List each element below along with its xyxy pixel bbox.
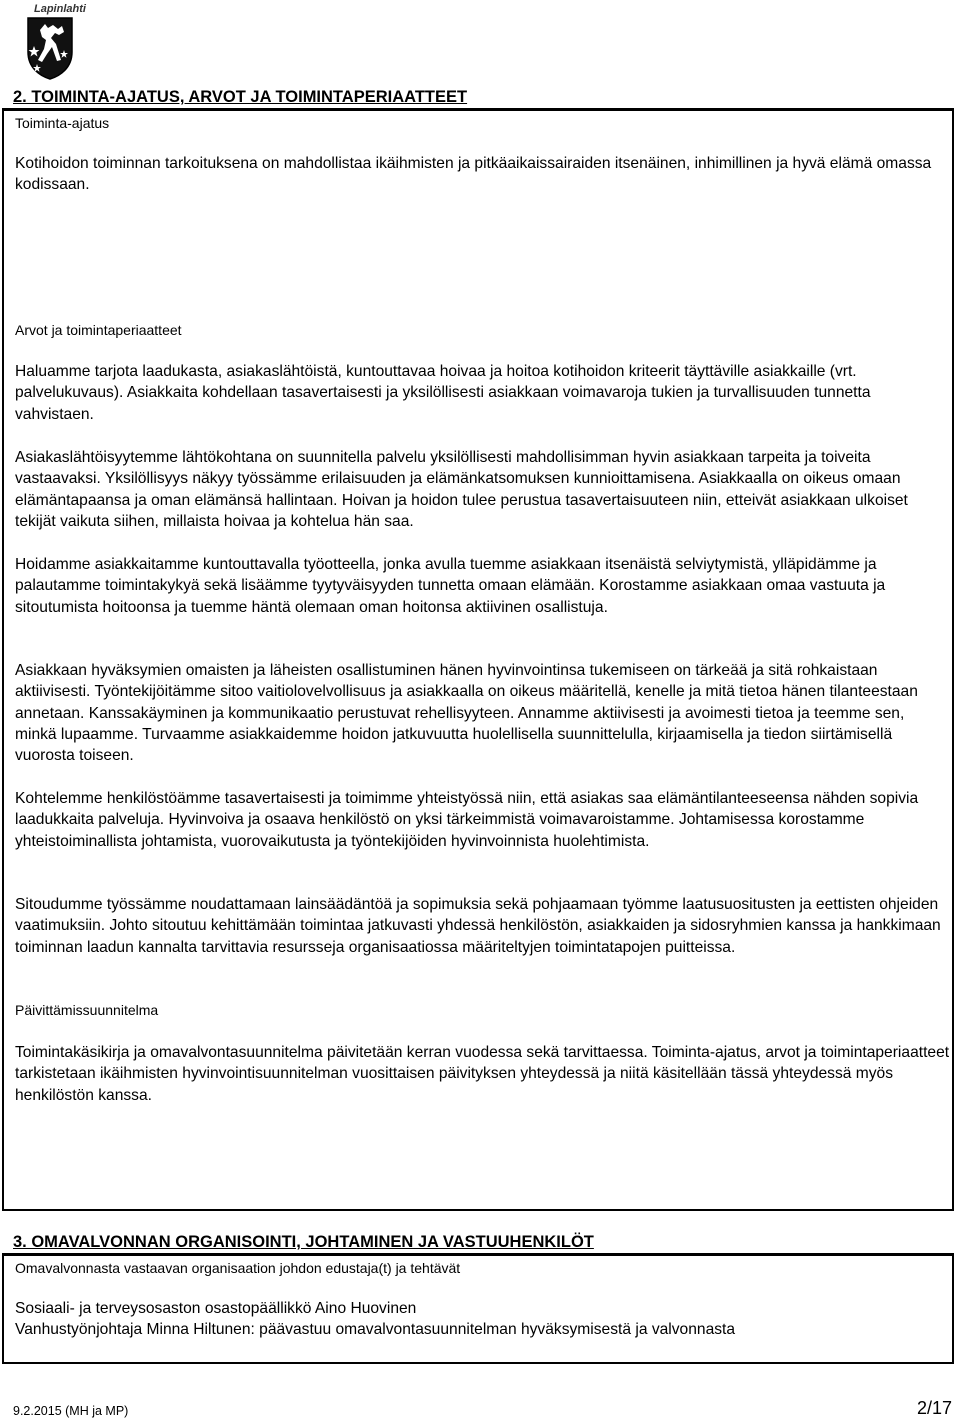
responsible-persons xyxy=(15,1298,950,1341)
values-text: Asiakaslähtöisyytemme lähtökohtana on suunnitella palvelu yksilöllisesti mahdollisimman hyvin asiakkaan tarpeita ja toiveita vastaavaksi. Yksilöllisyys näkyy työssämme erilaisuuden ja elämänkatsomuksen kunnioittamisena. Asiakkaalla on oikeus omaan elämäntapaansa ja oman elämänsä hallintaan. Hoivan ja hoidon tulee perustua tasavertaisuuteen niin, etteivät asiakkaan ulkoiset tekijät vaikuta siihen, millaista hoivaa ja kohtelua hän saa. xyxy=(15,449,908,530)
values-text: Kohtelemme henkilöstöämme tasavertaisesti ja toimimme yhteistyössä niin, että asiakas saa elämäntilanteeseensa nähden sopivia laadukkaita palveluja. Hyvinvoiva ja osaava henkilöstö on yksi tärkeimmistä voimavaroistamme. Johtamisessa korostamme yhteistoiminallista johtamista, vuorovaikutusta ja työntekijöiden hyvinvoinnista huolehtimista. xyxy=(15,790,919,850)
values-paragraph-2 xyxy=(15,447,950,532)
values-text: Sitoudumme työssämme noudattamaan lainsäädäntöä ja sopimuksia sekä pohjaamaan työmme laatusuositusten ja eettisten ohjeiden vaatimuksiin. Johto sitoutuu kehittämään toimintaa jatkuvasti yhdessä henkilöstön, asiakkaiden ja sidosryhmien kanssa ja hankkimaan toiminnan laadun kannalta tarvittavia resursseja organisaatiossa määriteltyjen toimintatapojen puitteissa. xyxy=(15,896,941,956)
values-text: Hoidamme asiakkaitamme kuntouttavalla työotteella, jonka avulla tuemme asiakkaan itsenäistä selviytymistä, ylläpidämme ja palautamme toimintakykyä sekä lisäämme tyytyväisyyden tunnetta omaan elämään. Korostamme asiakkaan omaa vastuuta ja sitoutumista hoitoonsa ja tuemme häntä olemaan oman hoitonsa aktiivinen osallistuja. xyxy=(15,556,886,616)
values-text: Haluamme tarjota laadukasta, asiakaslähtöistä, kuntouttavaa hoivaa ja hoitoa kotihoidon kriteerit täyttäville asiakkaille (vrt. palvelukuvaus). Asiakkaita kohdellaan tasavertaisesti ja yksilöllisesti asiakkaan voimavaroja tukien ja turvallisuuden tunnetta vahvistaen. xyxy=(15,363,871,423)
municipality-logo xyxy=(26,0,96,82)
values-paragraph-3 xyxy=(15,554,950,618)
coat-of-arms-icon xyxy=(26,16,74,80)
section-3-title: 3. OMAVALVONNAN ORGANISOINTI, JOHTAMINEN JA VASTUUHENKILÖT xyxy=(13,1233,594,1251)
values-label: Arvot ja toimintaperiaatteet xyxy=(15,322,182,338)
footer-date: 9.2.2015 (MH ja MP) xyxy=(13,1404,129,1418)
responsible-person-line: Sosiaali- ja terveysosaston osastopäällikkö Aino Huovinen xyxy=(15,1300,417,1317)
update-text xyxy=(15,1042,950,1106)
organisation-label: Omavalvonnasta vastaavan organisaation johdon edustaja(t) ja tehtävät xyxy=(15,1260,461,1276)
section-2-title: 2. TOIMINTA-AJATUS, ARVOT JA TOIMINTAPERIAATTEET xyxy=(13,88,468,106)
values-text: Asiakkaan hyväksymien omaisten ja läheisten osallistuminen hänen hyvinvointinsa tukemiseen on tärkeää ja sitä rohkaistaan aktiivisesti. Työntekijöitämme sitoo vaitiolovelvollisuus ja asiakkaalla on oikeus määritellä, kenelle ja mitä tietoa hänen tilanteestaan annetaan. Kanssakäyminen ja kommunikaatio perustuvat rehellisyyteen. Annamme aktiivisesti ja avoimesti tietoa ja teemme sen, minkä lupaamme. Turvaamme asiakkaidemme hoidon jatkuvuutta huolellisella suunnittelulla, kirjaamisella ja tiedon siirtämisellä vuorosta toiseen. xyxy=(15,662,918,765)
page-number: 2/17 xyxy=(916,1398,952,1418)
update-paragraph: Toimintakäsikirja ja omavalvontasuunnitelma päivitetään kerran vuodessa sekä tarvittaessa. Toiminta-ajatus, arvot ja toimintaperiaatteet tarkistetaan ikäihmisten hyvinvointisuunnitelman vuosittaisen päivityksen yhteydessä ja niitä käsitellään tässä yhteydessä myös henkilöstön kanssa. xyxy=(15,1044,950,1104)
values-paragraph-1 xyxy=(15,361,950,425)
mission-text xyxy=(15,153,950,196)
mission-label: Toiminta-ajatus xyxy=(15,115,110,131)
section-2-box xyxy=(2,108,954,1211)
responsible-person-line: Vanhustyönjohtaja Minna Hiltunen: päävastuu omavalvontasuunnitelman hyväksymisestä ja valvonnasta xyxy=(15,1321,736,1339)
section-3-box xyxy=(2,1253,954,1364)
values-paragraph-5 xyxy=(15,788,950,852)
logo-text: Lapinlahti xyxy=(34,3,86,15)
values-paragraph-6 xyxy=(15,894,950,958)
update-label: Päivittämissuunnitelma xyxy=(15,1002,159,1018)
mission-paragraph: Kotihoidon toiminnan tarkoituksena on mahdollistaa ikäihmisten ja pitkäaikaissairaiden itsenäinen, inhimillinen ja hyvä elämä omassa kodissaan. xyxy=(15,155,932,194)
values-paragraph-4 xyxy=(15,660,950,766)
